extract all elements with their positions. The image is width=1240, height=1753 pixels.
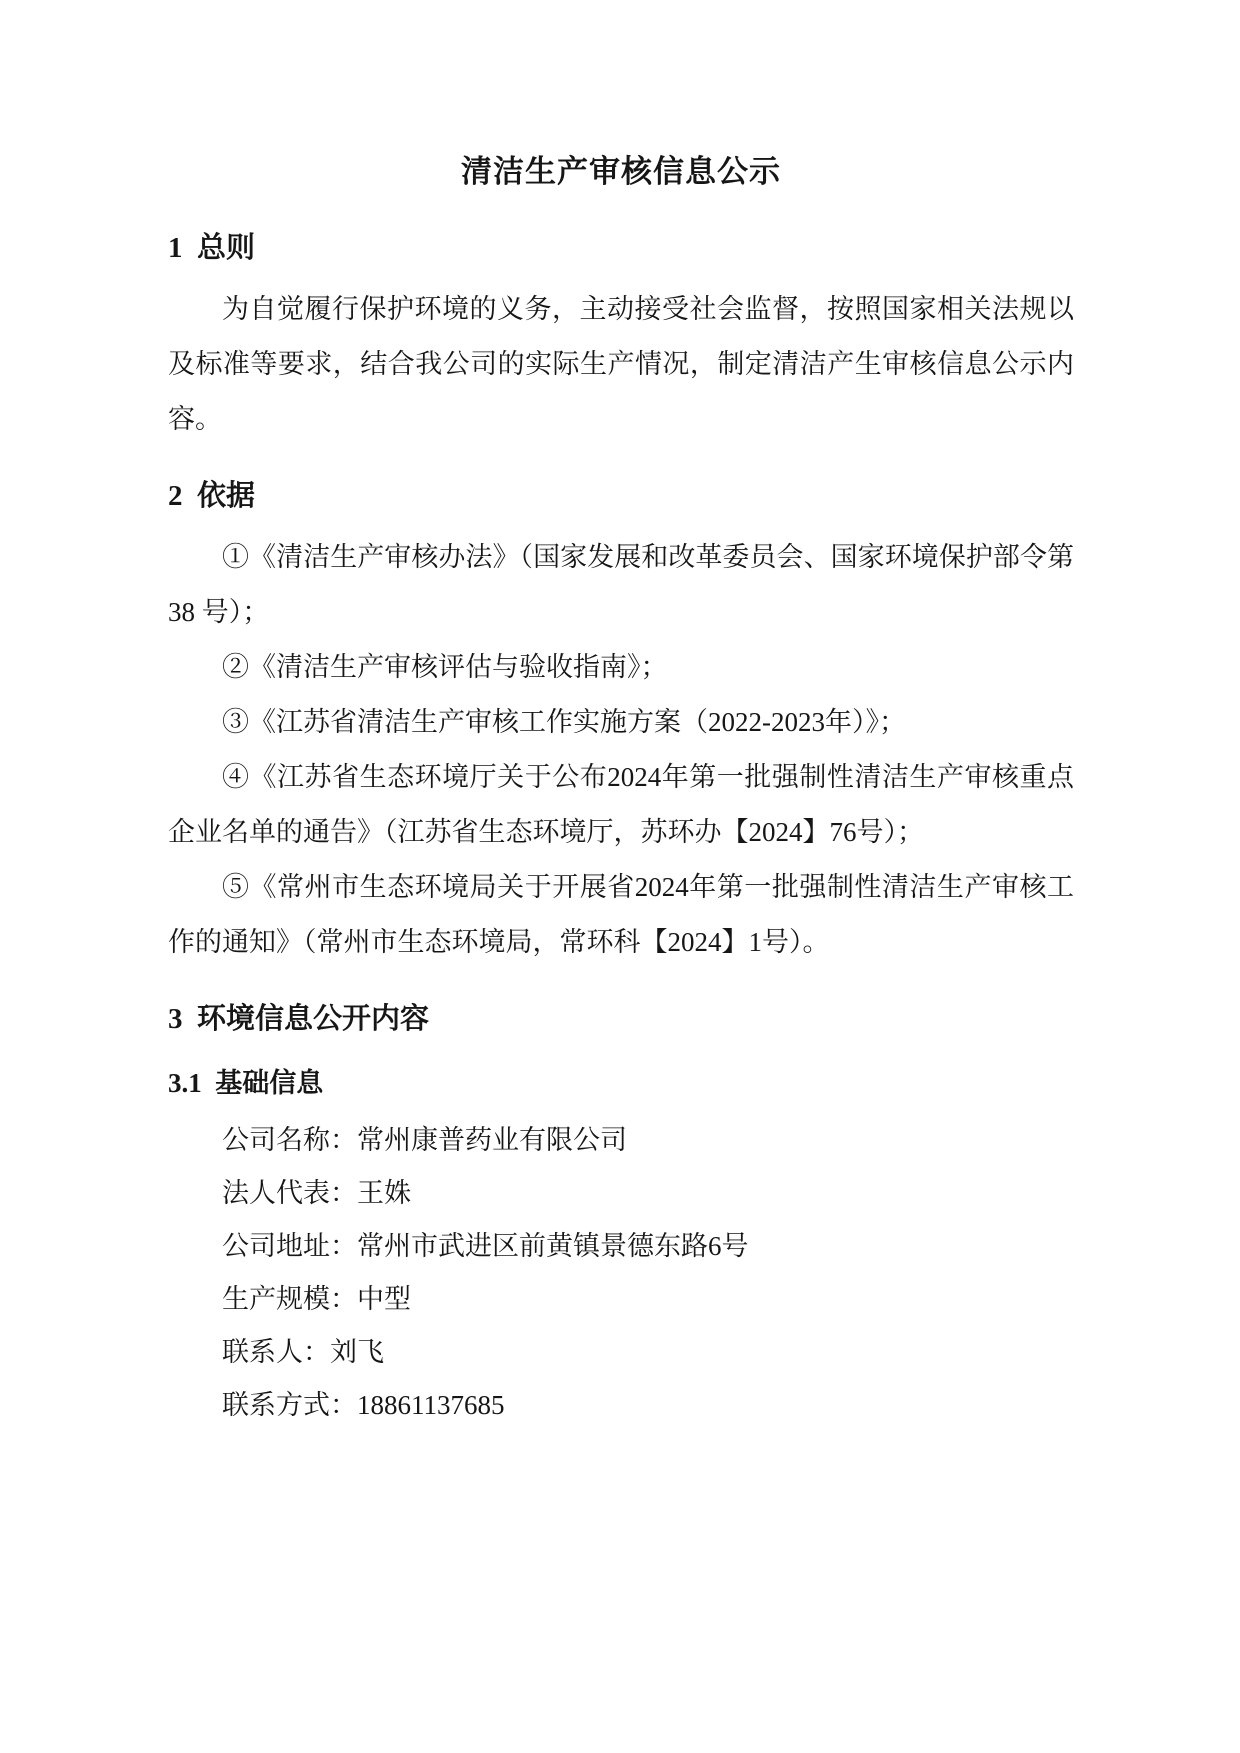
section-1-heading: 1 总则	[168, 232, 256, 264]
reference-item-1: ①《清洁生产审核办法》（国家发展和改革委员会、国家环境保护部令第 38 号）；	[168, 542, 1081, 627]
reference-item-3: ③《江苏省清洁生产审核工作实施方案（2022-2023年）》；	[222, 707, 906, 737]
reference-item-4: ④《江苏省生态环境厅关于公布2024年第一批强制性清洁生产审核重点企业名单的通告》（江苏省生态环境厅，苏环办【2024】76号）；	[168, 762, 1074, 847]
section-1-paragraph: 为自觉履行保护环境的义务，主动接受社会监督，按照国家相关法规以及标准等要求，结合我公司的实际生产情况，制定清洁产生审核信息公示内容。	[168, 294, 1074, 434]
info-legal-representative: 法人代表：王姝	[222, 1178, 411, 1208]
section-2-heading: 2 依据	[168, 480, 256, 512]
info-company-address: 公司地址：常州市武进区前黄镇景德东路6号	[222, 1231, 749, 1261]
info-company-name: 公司名称：常州康普药业有限公司	[222, 1125, 627, 1155]
section-3-1-heading: 3.1 基础信息	[168, 1068, 324, 1098]
info-contact-person: 联系人：刘飞	[222, 1337, 384, 1367]
reference-item-5: ⑤《常州市生态环境局关于开展省2024年第一批强制性清洁生产审核工作的通知》（常州市生态环境局，常环科【2024】1号）。	[168, 872, 1074, 957]
section-3-heading: 3 环境信息公开内容	[168, 1003, 430, 1035]
document-title: 清洁生产审核信息公示	[461, 154, 781, 189]
info-production-scale: 生产规模：中型	[222, 1284, 411, 1314]
reference-item-2: ②《清洁生产审核评估与验收指南》；	[222, 652, 668, 682]
info-contact-phone: 联系方式：18861137685	[222, 1390, 505, 1420]
